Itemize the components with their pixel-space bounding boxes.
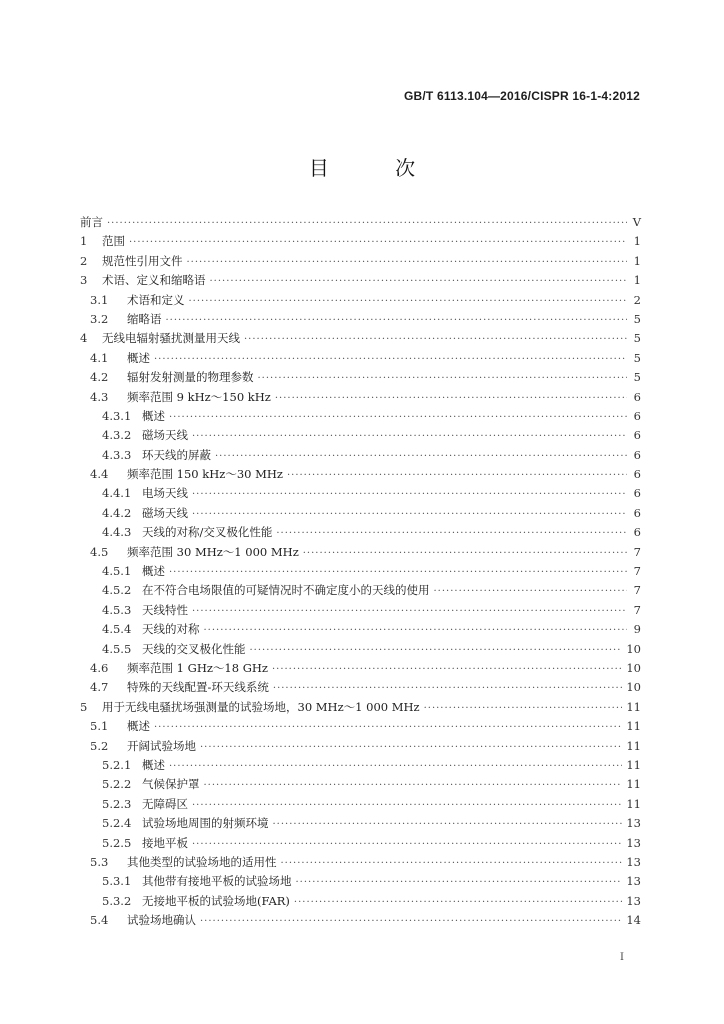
toc-entry-number: 5.3.1 [102,874,132,889]
toc-entry-number: 5.4 [90,913,109,928]
toc-leader-dots [273,679,622,698]
toc-entry [80,814,641,833]
toc-leader-dots [434,582,628,601]
toc-entry-number: 3.2 [90,311,109,326]
toc-entry [80,892,641,911]
toc-leader-dots [273,815,623,834]
toc-leader-dots [250,641,623,660]
toc-entry-label: 天线特性 [142,602,188,617]
toc-entry-number: 3.1 [90,292,109,307]
toc-leader-dots [200,738,622,757]
toc-entry [80,678,641,697]
toc-entry-number: 4.4 [90,467,109,482]
toc-entry-number: 4.5.4 [102,622,132,637]
toc-entry [80,232,641,251]
toc-entry [80,368,641,387]
toc-entry [80,620,641,639]
toc-leader-dots [424,699,623,718]
toc-entry-number: 4.3.3 [102,447,132,462]
toc-entry-label: 磁场天线 [142,428,188,443]
toc-entry-label: 用于无线电骚扰场强测量的试验场地，30 MHz～1 000 MHz [102,699,420,714]
toc-entry-page: 11 [626,777,641,792]
toc-entry-page: 10 [626,641,641,656]
toc-entry-label: 天线的对称 [142,622,200,637]
toc-entry-page: 6 [633,505,641,520]
toc-entry-page: 1 [633,273,641,288]
toc-entry [80,291,641,310]
toc-entry-number: 1 [80,234,88,249]
toc-entry-label: 电场天线 [142,486,188,501]
toc-leader-dots [169,563,627,582]
toc-entry [80,872,641,891]
toc-leader-dots [192,835,622,854]
toc-entry-number: 4.5.5 [102,641,132,656]
toc-entry-page: 13 [626,874,641,889]
toc-entry-number: 5.3.2 [102,893,132,908]
toc-entry [80,310,641,329]
toc-entry-label: 其他带有接地平板的试验场地 [142,874,292,889]
toc-leader-dots [272,660,622,679]
toc-entry-page: 9 [633,622,641,637]
toc-entry-page: 6 [633,408,641,423]
toc-entry [80,834,641,853]
toc-entry-page: 11 [626,719,641,734]
toc-entry [80,349,641,368]
toc-entry-label: 试验场地确认 [127,913,196,928]
toc-entry [80,795,641,814]
toc-leader-dots [287,466,627,485]
toc-entry-page: 6 [633,428,641,443]
toc-entry [80,543,641,562]
toc-entry-number: 2 [80,253,88,268]
toc-entry-number: 5.1 [90,719,109,734]
toc-entry [80,698,641,717]
toc-entry-label: 概述 [127,719,150,734]
toc-entry-number: 4.3.2 [102,428,132,443]
toc-entry-page: 5 [633,331,641,346]
toc-entry-label: 概述 [127,350,150,365]
toc-leader-dots [154,718,622,737]
toc-entry-number: 4.6 [90,660,109,675]
toc-entry-page: 6 [633,389,641,404]
toc-leader-dots [192,602,627,621]
toc-entry-label: 术语和定义 [127,292,185,307]
toc-leader-dots [187,253,628,272]
toc-entry-page: 10 [626,660,641,675]
toc-leader-dots [192,485,627,504]
toc-entry-label: 其他类型的试验场地的适用性 [127,854,277,869]
toc-entry-label: 频率范围 1 GHz～18 GHz [127,660,268,675]
toc-entry-label: 概述 [142,564,165,579]
toc-entry-label: 无线电辐射骚扰测量用天线 [102,331,240,346]
toc-entry-number: 5.2.3 [102,796,132,811]
toc-entry-label: 辐射发射测量的物理参数 [127,370,254,385]
toc-entry-number: 4.5 [90,544,109,559]
toc-leader-dots [154,350,627,369]
toc-leader-dots [166,311,628,330]
toc-leader-dots [215,447,627,466]
toc-entry-page: 5 [633,370,641,385]
toc-entry-number: 4.5.1 [102,564,132,579]
toc-entry [80,659,641,678]
toc-entry-label: 概述 [142,757,165,772]
toc-entry-page: 14 [626,913,641,928]
toc-entry-page: 13 [626,893,641,908]
toc-entry [80,213,641,232]
toc-entry-label: 试验场地周围的射频环境 [142,816,269,831]
toc-entry-number: 5 [80,699,88,714]
toc-entry-number: 4.3 [90,389,109,404]
toc-entry [80,484,641,503]
toc-leader-dots [258,369,628,388]
toc-entry-number: 4.5.3 [102,602,132,617]
toc-entry-page: 6 [633,467,641,482]
toc-entry [80,252,641,271]
toc-entry-label: 缩略语 [127,311,162,326]
toc-entry-page: V [632,215,641,229]
toc-leader-dots [244,330,627,349]
toc-entry-label: 频率范围 150 kHz～30 MHz [127,467,283,482]
toc-entry-number: 4.2 [90,370,109,385]
toc-leader-dots [294,893,622,912]
toc-entry-number: 5.2.4 [102,816,132,831]
toc-entry [80,853,641,872]
toc-leader-dots [281,854,623,873]
toc-entry [80,388,641,407]
toc-entry-label: 规范性引用文件 [102,253,183,268]
toc-leader-dots [192,796,622,815]
toc-entry-page: 11 [626,738,641,753]
toc-entry [80,426,641,445]
toc-entry-page: 13 [626,835,641,850]
toc-entry-label: 磁场天线 [142,505,188,520]
toc-entry-page: 5 [633,350,641,365]
toc-entry-page: 2 [633,292,641,307]
toc-entry-page: 1 [633,253,641,268]
toc-leader-dots [107,214,627,233]
toc-entry [80,504,641,523]
toc-entry-number: 4 [80,331,88,346]
toc-entry [80,271,641,290]
toc-entry-page: 7 [633,544,641,559]
toc-entry-number: 3 [80,273,88,288]
toc-entry [80,601,641,620]
toc-leader-dots [204,776,623,795]
toc-entry-label: 频率范围 30 MHz～1 000 MHz [127,544,299,559]
toc-entry-number: 5.2.5 [102,835,132,850]
toc-leader-dots [169,408,627,427]
table-of-contents [80,213,641,930]
toc-entry-label: 前言 [80,215,103,229]
toc-entry-label: 概述 [142,408,165,423]
toc-entry [80,465,641,484]
toc-entry-page: 7 [633,583,641,598]
toc-leader-dots [296,873,623,892]
toc-entry-number: 5.2.1 [102,757,132,772]
toc-entry-page: 5 [633,311,641,326]
toc-leader-dots [169,757,622,776]
toc-entry-page: 13 [626,854,641,869]
toc-entry [80,775,641,794]
toc-entry-label: 无障碍区 [142,796,188,811]
toc-entry-label: 特殊的天线配置-环天线系统 [127,680,269,695]
toc-entry-page: 7 [633,602,641,617]
toc-entry-page: 11 [626,757,641,772]
toc-entry-number: 4.4.1 [102,486,132,501]
toc-entry [80,329,641,348]
page-title: 目 次 [308,156,446,180]
toc-entry-label: 天线的对称/交叉极化性能 [142,525,273,540]
toc-entry [80,523,641,542]
toc-entry-label: 术语、定义和缩略语 [102,273,206,288]
toc-entry-number: 4.1 [90,350,109,365]
toc-entry-page: 6 [633,486,641,501]
toc-entry-label: 频率范围 9 kHz～150 kHz [127,389,271,404]
toc-entry-page: 7 [633,564,641,579]
toc-entry-number: 4.7 [90,680,109,695]
toc-entry [80,756,641,775]
toc-entry [80,717,641,736]
toc-leader-dots [189,292,628,311]
toc-entry-label: 环天线的屏蔽 [142,447,211,462]
toc-entry-page: 11 [626,796,641,811]
toc-entry [80,581,641,600]
toc-leader-dots [303,544,627,563]
toc-entry-page: 11 [626,699,641,714]
toc-entry-label: 气候保护罩 [142,777,200,792]
toc-leader-dots [204,621,628,640]
toc-leader-dots [192,427,627,446]
toc-leader-dots [276,524,627,543]
toc-entry [80,446,641,465]
toc-entry-label: 范围 [102,234,125,249]
toc-leader-dots [192,505,627,524]
toc-entry-number: 5.2.2 [102,777,132,792]
toc-entry-page: 1 [633,234,641,249]
toc-leader-dots [129,233,627,252]
standard-code: GB/T 6113.104—2016/CISPR 16-1-4:2012 [403,89,640,103]
toc-entry [80,407,641,426]
toc-entry-page: 13 [626,816,641,831]
toc-entry-label: 天线的交叉极化性能 [142,641,246,656]
toc-entry [80,562,641,581]
toc-entry-number: 4.3.1 [102,408,132,423]
toc-entry-number: 4.4.2 [102,505,132,520]
toc-entry-label: 开阔试验场地 [127,738,196,753]
toc-entry [80,640,641,659]
toc-leader-dots [275,389,627,408]
toc-entry-label: 接地平板 [142,835,188,850]
toc-leader-dots [200,912,622,931]
toc-entry-page: 6 [633,525,641,540]
toc-entry-label: 在不符合电场限值的可疑情况时不确定度小的天线的使用 [142,583,430,598]
toc-entry-label: 无接地平板的试验场地(FAR) [142,893,290,908]
toc-entry-number: 5.2 [90,738,109,753]
toc-entry [80,737,641,756]
toc-entry-number: 4.4.3 [102,525,132,540]
toc-entry [80,911,641,930]
toc-leader-dots [210,272,628,291]
toc-entry-number: 4.5.2 [102,583,132,598]
toc-entry-number: 5.3 [90,854,109,869]
toc-entry-page: 6 [633,447,641,462]
toc-entry-page: 10 [626,680,641,695]
page-number: I [620,952,624,963]
